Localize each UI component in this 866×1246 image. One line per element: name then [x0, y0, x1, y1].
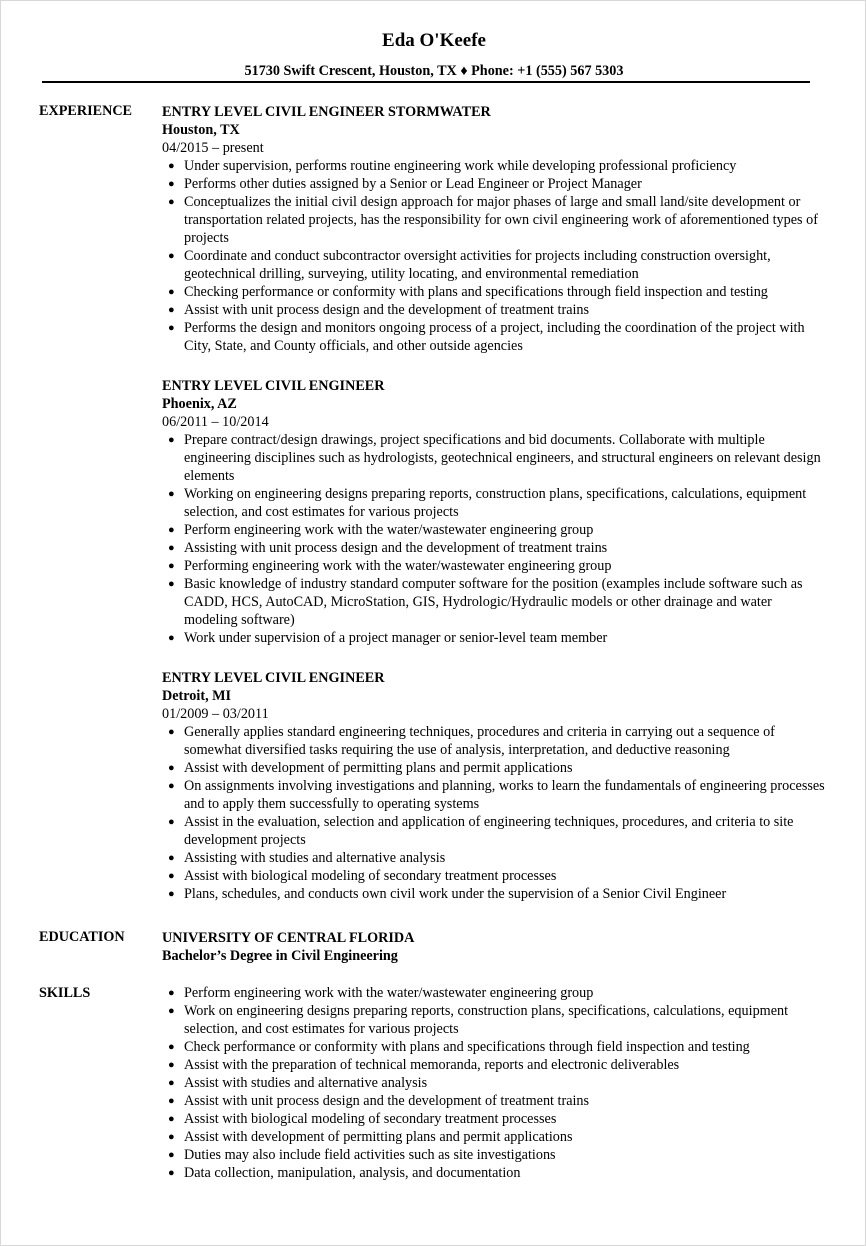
bullet-icon: ●	[168, 196, 175, 208]
bullet-icon: ●	[168, 852, 175, 864]
bullet-text: Coordinate and conduct subcontractor oversight activities for projects including construction oversight, geotechnical drilling, surveying, utility locating, and environmental remediation	[184, 248, 771, 282]
bullet-text: Assist with unit process design and the development of treatment trains	[184, 302, 590, 318]
bullet-text: Assist with the preparation of technical memoranda, reports and electronic deliverables	[184, 1057, 680, 1073]
bullet-item	[162, 521, 827, 539]
job-dates: 01/2009 – 03/2011	[162, 706, 269, 722]
bullet-item	[162, 575, 827, 629]
bullet-item	[162, 723, 827, 759]
bullet-icon: ●	[168, 870, 175, 882]
bullet-text: Assist with biological modeling of secondary treatment processes	[184, 1111, 557, 1127]
bullet-text: Data collection, manipulation, analysis, and documentation	[184, 1165, 521, 1181]
job-location: Phoenix, AZ	[162, 396, 237, 412]
bullet-text: Check performance or conformity with plans and specifications through field inspection and testing	[184, 1039, 750, 1055]
job-dates: 04/2015 – present	[162, 140, 264, 156]
bullet-item	[162, 1092, 827, 1110]
bullet-icon: ●	[168, 434, 175, 446]
bullet-text: Assist with studies and alternative analysis	[184, 1075, 428, 1091]
bullet-text: Prepare contract/design drawings, project specifications and bid documents. Collaborate with multiple engineering disciplines such as hydrologists, geotechnical engineers, and structural engineers on relevant design elements	[184, 432, 821, 484]
job-entry	[162, 103, 827, 355]
bullet-text: Performing engineering work with the water/wastewater engineering group	[184, 558, 612, 574]
bullet-icon: ●	[168, 178, 175, 190]
education-heading: EDUCATION	[39, 929, 125, 945]
bullet-item	[162, 283, 827, 301]
job-duties-list	[162, 157, 827, 355]
bullet-text: Perform engineering work with the water/wastewater engineering group	[184, 522, 594, 538]
experience-heading: EXPERIENCE	[39, 103, 133, 119]
contact-line: 51730 Swift Crescent, Houston, TX ♦ Phone: +1 (555) 567 5303	[244, 63, 624, 79]
bullet-item	[162, 1110, 827, 1128]
job-dates: 06/2011 – 10/2014	[162, 414, 269, 430]
bullet-item	[162, 1164, 827, 1182]
bullet-text: Assist with development of permitting plans and permit applications	[184, 1129, 573, 1145]
bullet-icon: ●	[168, 488, 175, 500]
bullet-item	[162, 759, 827, 777]
bullet-icon: ●	[168, 1131, 175, 1143]
bullet-item	[162, 175, 827, 193]
bullet-icon: ●	[168, 780, 175, 792]
bullet-item	[162, 1146, 827, 1164]
job-duties-list	[162, 723, 827, 903]
bullet-text: Duties may also include field activities such as site investigations	[184, 1147, 556, 1163]
job-duties-list	[162, 431, 827, 647]
bullet-item	[162, 885, 827, 903]
bullet-item	[162, 984, 827, 1002]
bullet-icon: ●	[168, 888, 175, 900]
bullet-text: Perform engineering work with the water/wastewater engineering group	[184, 985, 594, 1001]
bullet-icon: ●	[168, 560, 175, 572]
bullet-item	[162, 849, 827, 867]
bullet-text: Assist with development of permitting plans and permit applications	[184, 760, 573, 776]
bullet-item	[162, 777, 827, 813]
bullet-icon: ●	[168, 1041, 175, 1053]
bullet-icon: ●	[168, 632, 175, 644]
bullet-icon: ●	[168, 762, 175, 774]
bullet-icon: ●	[168, 1077, 175, 1089]
bullet-item	[162, 813, 827, 849]
bullet-icon: ●	[168, 816, 175, 828]
bullet-icon: ●	[168, 726, 175, 738]
bullet-icon: ●	[168, 1113, 175, 1125]
job-entry	[162, 377, 827, 647]
bullet-item	[162, 431, 827, 485]
education-entry	[162, 929, 827, 965]
bullet-text: Working on engineering designs preparing reports, construction plans, specifications, calculations, equipment selection, and cost estimates for various projects	[184, 486, 807, 520]
bullet-item	[162, 867, 827, 885]
bullet-icon: ●	[168, 322, 175, 334]
bullet-text: Assisting with unit process design and the development of treatment trains	[184, 540, 608, 556]
school-name: UNIVERSITY OF CENTRAL FLORIDA	[162, 930, 415, 946]
bullet-item	[162, 193, 827, 247]
bullet-icon: ●	[168, 578, 175, 590]
bullet-text: Assist in the evaluation, selection and application of engineering techniques, procedures, and criteria to site development projects	[184, 814, 794, 848]
bullet-item	[162, 1002, 827, 1038]
bullet-text: Assisting with studies and alternative analysis	[184, 850, 446, 866]
candidate-name: Eda O'Keefe	[382, 30, 486, 51]
bullet-text: Basic knowledge of industry standard computer software for the position (examples include software such as CADD, HCS, AutoCAD, MicroStation, GIS, Hydrologic/Hydraulic models or other drainage and water modeling software)	[184, 576, 803, 628]
bullet-icon: ●	[168, 1149, 175, 1161]
skills-list	[162, 984, 827, 1182]
job-title: ENTRY LEVEL CIVIL ENGINEER	[162, 670, 385, 686]
degree: Bachelor’s Degree in Civil Engineering	[162, 948, 398, 964]
bullet-item	[162, 157, 827, 175]
bullet-text: Assist with biological modeling of secondary treatment processes	[184, 868, 557, 884]
bullet-icon: ●	[168, 987, 175, 999]
bullet-icon: ●	[168, 304, 175, 316]
bullet-icon: ●	[168, 1095, 175, 1107]
header-divider	[42, 81, 810, 83]
bullet-text: Checking performance or conformity with plans and specifications through field inspection and testing	[184, 284, 768, 300]
bullet-text: Assist with unit process design and the development of treatment trains	[184, 1093, 590, 1109]
bullet-item	[162, 1074, 827, 1092]
skills-entry	[162, 984, 827, 1182]
bullet-item	[162, 1056, 827, 1074]
bullet-text: Work under supervision of a project manager or senior-level team member	[184, 630, 608, 646]
job-title: ENTRY LEVEL CIVIL ENGINEER STORMWATER	[162, 104, 491, 120]
bullet-item	[162, 319, 827, 355]
bullet-item	[162, 247, 827, 283]
bullet-icon: ●	[168, 286, 175, 298]
bullet-text: Work on engineering designs preparing reports, construction plans, specifications, calculations, equipment selection, and cost estimates for various projects	[184, 1003, 789, 1037]
bullet-text: Performs the design and monitors ongoing process of a project, including the coordination of the project with City, State, and County officials, and other outside agencies	[184, 320, 805, 354]
bullet-icon: ●	[168, 1059, 175, 1071]
bullet-icon: ●	[168, 250, 175, 262]
bullet-item	[162, 485, 827, 521]
bullet-text: Plans, schedules, and conducts own civil work under the supervision of a Senior Civil Engineer	[184, 886, 727, 902]
bullet-text: Performs other duties assigned by a Senior or Lead Engineer or Project Manager	[184, 176, 642, 192]
bullet-icon: ●	[168, 160, 175, 172]
bullet-item	[162, 1128, 827, 1146]
bullet-item	[162, 539, 827, 557]
bullet-item	[162, 301, 827, 319]
bullet-item	[162, 629, 827, 647]
bullet-item	[162, 557, 827, 575]
bullet-text: Generally applies standard engineering techniques, procedures and criteria in carrying out a sequence of somewhat diversified tasks requiring the use of analysis, interpretation, and deductive reasoning	[184, 724, 775, 758]
bullet-icon: ●	[168, 524, 175, 536]
bullet-icon: ●	[168, 1005, 175, 1017]
job-location: Houston, TX	[162, 122, 240, 138]
job-entry	[162, 669, 827, 903]
bullet-icon: ●	[168, 1167, 175, 1179]
skills-heading: SKILLS	[39, 985, 91, 1001]
bullet-text: Conceptualizes the initial civil design approach for major phases of large and small land/site development or transportation related projects, has the responsibility for own civil engineering work of aforementioned types of projects	[184, 194, 818, 246]
bullet-text: On assignments involving investigations and planning, works to learn the fundamentals of engineering processes and to apply them successfully to operating systems	[184, 778, 825, 812]
bullet-item	[162, 1038, 827, 1056]
bullet-icon: ●	[168, 542, 175, 554]
job-title: ENTRY LEVEL CIVIL ENGINEER	[162, 378, 385, 394]
job-location: Detroit, MI	[162, 688, 232, 704]
bullet-text: Under supervision, performs routine engineering work while developing professional proficiency	[184, 158, 737, 174]
